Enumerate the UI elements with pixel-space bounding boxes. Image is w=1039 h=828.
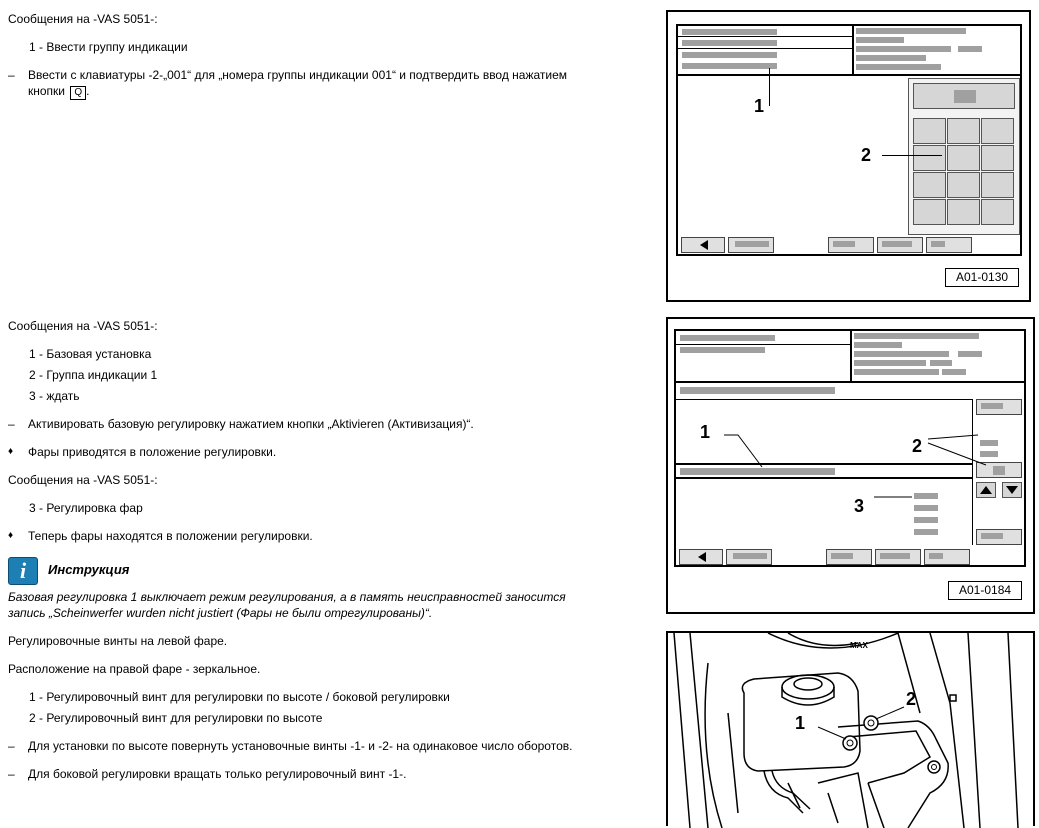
left-arrow-icon: [682, 238, 726, 252]
instruction-step: [28, 67, 567, 83]
list-item: 1 - Базовая установка: [29, 347, 152, 361]
keypad-key: [981, 118, 1014, 144]
callout-2: 2: [912, 436, 923, 456]
list-item: 2 - Регулировочный винт для регулировки по высоте: [29, 711, 323, 725]
callout-1: 1: [795, 713, 806, 733]
dash-marker: –: [8, 68, 15, 82]
list-item: 3 - Регулировка фар: [29, 501, 143, 515]
max-label: MAX: [850, 641, 868, 650]
callout-1: 1: [754, 96, 765, 116]
instruction-step: Для боковой регулировки вращать только регулировочный винт -1-.: [28, 767, 407, 781]
keypad-key: [947, 172, 980, 198]
keypad-key: [913, 172, 946, 198]
list-item: 1 - Ввести группу индикации: [29, 40, 188, 54]
q-key-symbol: Q: [70, 86, 86, 100]
bullet-marker: ♦: [8, 446, 14, 457]
keypad-key: [947, 199, 980, 225]
keypad-key: [913, 199, 946, 225]
figure-number: A01-0130: [945, 268, 1019, 287]
list-item: 2 - Группа индикации 1: [29, 368, 158, 382]
instruction-step: Для установки по высоте повернуть установочные винты -1- и -2- на одинаковое число оборотов.: [28, 739, 573, 753]
keypad-key: [947, 118, 980, 144]
period: .: [86, 84, 90, 98]
figure-vas-basic-setting: [666, 317, 1035, 614]
paragraph: Расположение на правой фаре - зеркальное.: [8, 662, 261, 676]
section2-heading-2: Сообщения на -VAS 5051-:: [8, 473, 158, 487]
section2-heading: Сообщения на -VAS 5051-:: [8, 319, 158, 333]
note-title: Инструкция: [48, 562, 130, 577]
dash-marker: –: [8, 417, 15, 431]
vas-screen: [676, 24, 1022, 256]
instruction-step-text: Ввести с клавиатуры -2-„001“ для „номера группы индикации 001“ и подтвердить ввод нажатием: [28, 68, 568, 82]
keypad-key: [981, 199, 1014, 225]
note-text: запись „Scheinwerfer wurden nicht justiert (Фары не были отрегулированы)“.: [8, 606, 433, 620]
note-text: Базовая регулировка 1 выключает режим регулирования, а в память неисправностей заносится: [8, 590, 566, 604]
keypad-key: [981, 172, 1014, 198]
callout-leaders: [676, 331, 1028, 569]
figure-headlight-screws: [666, 631, 1035, 826]
instruction-step-cont: [28, 83, 89, 100]
engine-bay-drawing: [668, 633, 1033, 828]
vas-screen: [674, 329, 1026, 567]
dash-marker: –: [8, 739, 15, 753]
section1-heading: Сообщения на -VAS 5051-:: [8, 12, 158, 26]
callout-2: 2: [906, 689, 917, 709]
callout-1: 1: [700, 422, 711, 442]
result-text: Теперь фары находятся в положении регулировки.: [28, 529, 313, 543]
paragraph: Регулировочные винты на левой фаре.: [8, 634, 228, 648]
list-item: 3 - ждать: [29, 389, 80, 403]
bullet-marker: ♦: [8, 530, 14, 541]
list-item: 1 - Регулировочный винт для регулировки по высоте / боковой регулировки: [29, 690, 450, 704]
keypad-key: [947, 145, 980, 171]
info-icon: i: [8, 557, 38, 585]
instruction-step: Активировать базовую регулировку нажатием кнопки „Aktivieren (Активизация)“.: [28, 417, 474, 431]
result-text: Фары приводятся в положение регулировки.: [28, 445, 277, 459]
keypad-key: [981, 145, 1014, 171]
callout-2: 2: [861, 145, 872, 165]
figure-number: A01-0184: [948, 581, 1022, 600]
instruction-step-text: кнопки: [28, 84, 66, 98]
keypad-key: [913, 118, 946, 144]
dash-marker: –: [8, 767, 15, 781]
back-button: [681, 237, 725, 253]
keypad-key: [913, 145, 946, 171]
callout-3: 3: [854, 496, 865, 516]
figure-vas-keypad: [666, 10, 1031, 302]
